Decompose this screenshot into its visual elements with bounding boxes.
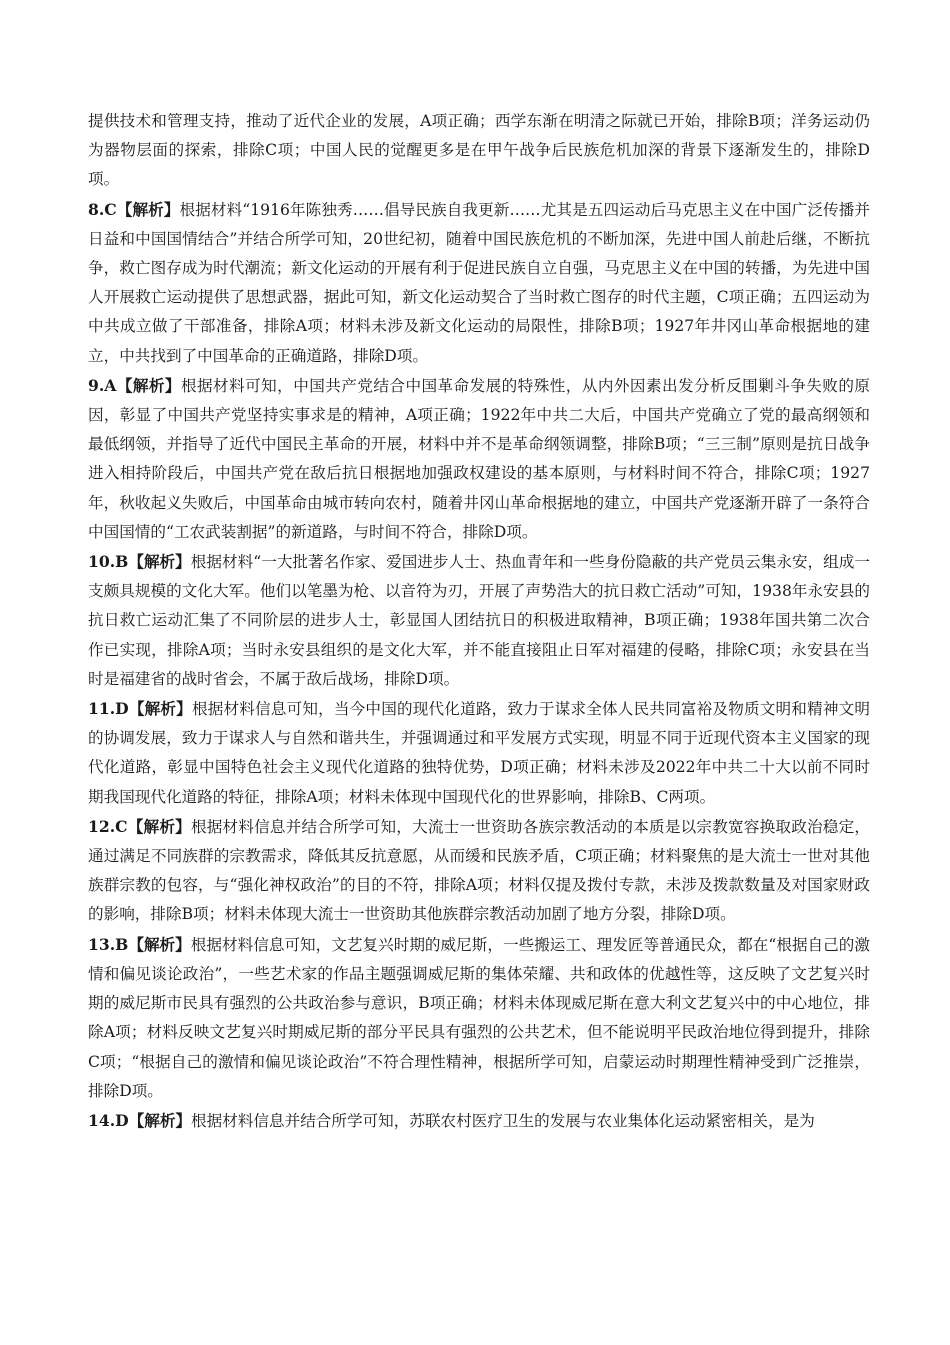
paragraph-text: 根据材料“1916年陈独秀……倡导民族自我更新……尤其是五四运动后马克思主义在中国广泛传播并日益和中国国情结合”并结合所学可知，20世纪初，随着中国民族危机的不断加深，先进中国人前赴后继，不断抗争，救亡图存成为时代潮流；新文化运动的开展有利于促进民族自立自强，马克思主义在中国的转播，为先进中国人开展救亡运动提供了思想武器，据此可知，新文化运动契合了当时救亡图存的时代主题，C项正确；五四运动为中共成立做了干部准备，排除A项；材料未涉及新文化运动的局限性，排除B项；1927年井冈山革命根据地的建立，中共找到了中国革命的正确道路，排除D项。	[88, 200, 870, 365]
analysis-tag: 【解析】	[127, 816, 191, 836]
answer-number: 8.C	[88, 199, 117, 219]
answer-number: 9.A	[88, 375, 117, 395]
analysis-tag: 【解析】	[128, 1110, 192, 1130]
analysis-tag: 【解析】	[116, 375, 181, 395]
answer-paragraph-11	[88, 694, 870, 812]
paragraph-text: 根据材料“一大批著名作家、爱国进步人士、热血青年和一些身份隐蔽的共产党员云集永安，组成一支颇具规模的文化大军。他们以笔墨为枪、以音符为刃，开展了声势浩大的抗日救亡活动”可知，1938年永安县的抗日救亡运动汇集了不同阶层的进步人士，彰显国人团结抗日的积极进取精神，B项正确；1938年国共第二次合作已实现，排除A项；当时永安县组织的是文化大军，并不能直接阻止日军对福建的侵略，排除C项；永安县在当时是福建省的战时省会，不属于敌后战场，排除D项。	[88, 553, 870, 688]
answer-number: 14.D	[88, 1110, 129, 1130]
answer-paragraph-8	[88, 195, 870, 371]
answer-paragraph-12	[88, 812, 870, 930]
answer-number: 12.C	[88, 816, 128, 836]
paragraph-text: 根据材料信息可知，文艺复兴时期的威尼斯，一些搬运工、理发匠等普通民众，都在“根据自己的激情和偏见谈论政治”，一些艺术家的作品主题强调威尼斯的集体荣耀、共和政体的优越性等，这反映了文艺复兴时期的威尼斯市民具有强烈的公共政治参与意识，B项正确；材料未体现威尼斯在意大利文艺复兴中的中心地位，排除A项；材料反映文艺复兴时期威尼斯的部分平民具有强烈的公共艺术，但不能说明平民政治地位得到提升，排除C项；“根据自己的激情和偏见谈论政治”不符合理性精神，根据所学可知，启蒙运动时期理性精神受到广泛推崇，排除D项。	[88, 935, 870, 1100]
analysis-tag: 【解析】	[128, 934, 191, 954]
analysis-tag: 【解析】	[116, 199, 180, 219]
answer-number: 11.D	[88, 699, 129, 719]
paragraph-text: 根据材料信息并结合所学可知，苏联农村医疗卫生的发展与农业集体化运动紧密相关，是为	[191, 1111, 815, 1130]
answer-paragraph-10	[88, 547, 870, 694]
answer-paragraph-continued	[88, 107, 870, 195]
answer-paragraph-9	[88, 371, 870, 547]
answer-number: 10.B	[88, 552, 129, 572]
analysis-tag: 【解析】	[128, 552, 191, 572]
answer-paragraph-14	[88, 1106, 870, 1136]
answer-number: 13.B	[88, 934, 129, 954]
paragraph-text: 根据材料可知，中国共产党结合中国革命发展的特殊性，从内外因素出发分析反围剿斗争失败的原因，彰显了中国共产党坚持实事求是的精神，A项正确；1922年中共二大后，中国共产党确立了党的最高纲领和最低纲领，并指导了近代中国民主革命的开展，材料中并不是革命纲领调整，排除B项；“三三制”原则是抗日战争进入相持阶段后，中国共产党在敌后抗日根据地加强政权建设的基本原则，与材料时间不符合，排除C项；1927年，秋收起义失败后，中国革命由城市转向农村，随着井冈山革命根据地的建立，中国共产党逐渐开辟了一条符合中国国情的“工农武装割据”的新道路，与时间不符合，排除D项。	[88, 376, 870, 541]
paragraph-text: 提供技术和管理支持，推动了近代企业的发展，A项正确；西学东渐在明清之际就已开始，排除B项；洋务运动仍为器物层面的探索，排除C项；中国人民的觉醒更多是在甲午战争后民族危机加深的背景下逐渐发生的，排除D项。	[88, 112, 870, 189]
analysis-tag: 【解析】	[128, 699, 192, 719]
answer-paragraph-13	[88, 930, 870, 1106]
paragraph-text: 根据材料信息可知，当今中国的现代化道路，致力于谋求全体人民共同富裕及物质文明和精神文明的协调发展，致力于谋求人与自然和谐共生，并强调通过和平发展方式实现，明显不同于近现代资本主义国家的现代化道路，彰显中国特色社会主义现代化道路的独特优势，D项正确；材料未涉及2022年中共二十大以前不同时期我国现代化道路的特征，排除A项；材料未体现中国现代化的世界影响，排除B、C两项。	[88, 700, 870, 806]
paragraph-text: 根据材料信息并结合所学可知，大流士一世资助各族宗教活动的本质是以宗教宽容换取政治稳定，通过满足不同族群的宗教需求，降低其反抗意愿，从而缓和民族矛盾，C项正确；材料聚焦的是大流士一世对其他族群宗教的包容，与“强化神权政治”的目的不符，排除A项；材料仅提及拨付专款，未涉及拨款数量及对国家财政的影响，排除B项；材料未体现大流士一世资助其他族群宗教活动加剧了地方分裂，排除D项。	[88, 817, 870, 924]
